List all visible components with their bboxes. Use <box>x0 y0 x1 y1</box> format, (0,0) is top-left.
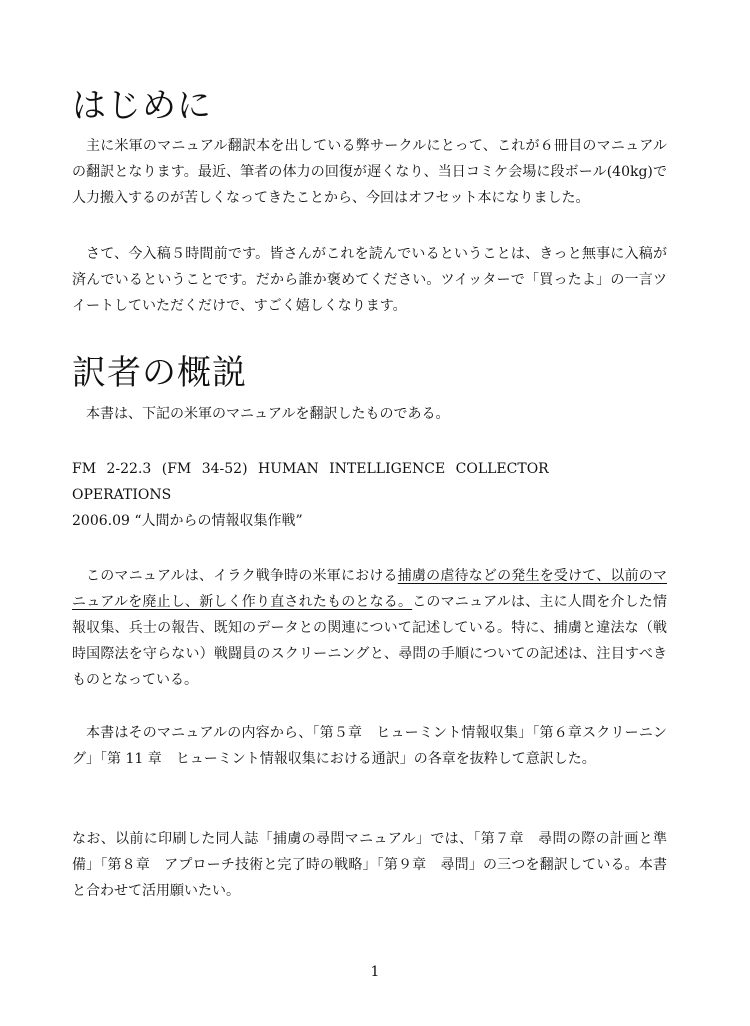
overview-paragraph-2 <box>72 563 667 693</box>
overview-paragraph-2-post: このマニュアルは、主に人間を介した情報収集、兵士の報告、既知のデータとの関連について記述している。特に、捕虜と違法な（戦時国際法を守らない）戦闘員のスクリーニングと、尋問の手順についての記述は、注目すべきものとなっている。 <box>72 594 667 688</box>
overview-paragraph-2-pre: このマニュアルは、イラク戦争時の米軍における <box>86 568 398 584</box>
overview-paragraph-4 <box>72 826 667 904</box>
intro-paragraph-2-text: さて、今入稿５時間前です。皆さんがこれを読んでいるということは、きっと無事に入稿が済んでいるということです。だから誰か褒めてください。ツイッターで「買ったよ」の一言ツイートしていただくだけで、すごく嬉しくなります。 <box>72 246 667 314</box>
overview-paragraph-3-text: 本書はそのマニュアルの内容から、「第５章 ヒューミント情報収集」「第６章スクリーニング」「第 11 章 ヒューミント情報収集における通訳」の各章を抜粋して意訳した。 <box>72 725 667 767</box>
overview-paragraph-1 <box>72 401 667 427</box>
intro-paragraph-1-text: 主に米軍のマニュアル翻訳本を出している弊サークルにとって、これが６冊目のマニュアルの翻訳となります。最近、筆者の体力の回復が遅くなり、当日コミケ会場に段ボール(40kg)で人力搬入するのが苦しくなってきたことから、今回はオフセット本になりました。 <box>72 138 667 206</box>
manual-reference-date: 2006.09 “人間からの情報収集作戦” <box>72 513 303 529</box>
page-number: 1 <box>370 964 380 980</box>
intro-paragraph-2 <box>72 241 667 319</box>
overview-paragraph-4-text: なお、以前に印刷した同人誌「捕虜の尋問マニュアル」では、「第７章 尋問の際の計画と準備」「第８章 アプローチ技術と完了時の戦略」「第９章 尋問」の三つを翻訳している。本書と合わせて活用願いたい。 <box>72 831 667 899</box>
manual-reference <box>72 456 667 534</box>
underlined-passage: 捕虜の虐待などの発生を受けて、以前のマニュアルを廃止し、新しく作り直されたものとなる。 <box>72 568 667 610</box>
overview-paragraph-1-text: 本書は、下記の米軍のマニュアルを翻訳したものである。 <box>86 406 450 422</box>
manual-reference-title: FM 2-22.3 (FM 34-52) HUMAN INTELLIGENCE COLLECTOR OPERATIONS <box>72 461 549 503</box>
intro-heading: はじめに <box>72 86 212 126</box>
overview-paragraph-3 <box>72 720 667 772</box>
overview-heading: 訳者の概説 <box>72 353 247 393</box>
overview-paragraph-2-text <box>72 563 667 693</box>
intro-paragraph-1 <box>72 133 667 211</box>
